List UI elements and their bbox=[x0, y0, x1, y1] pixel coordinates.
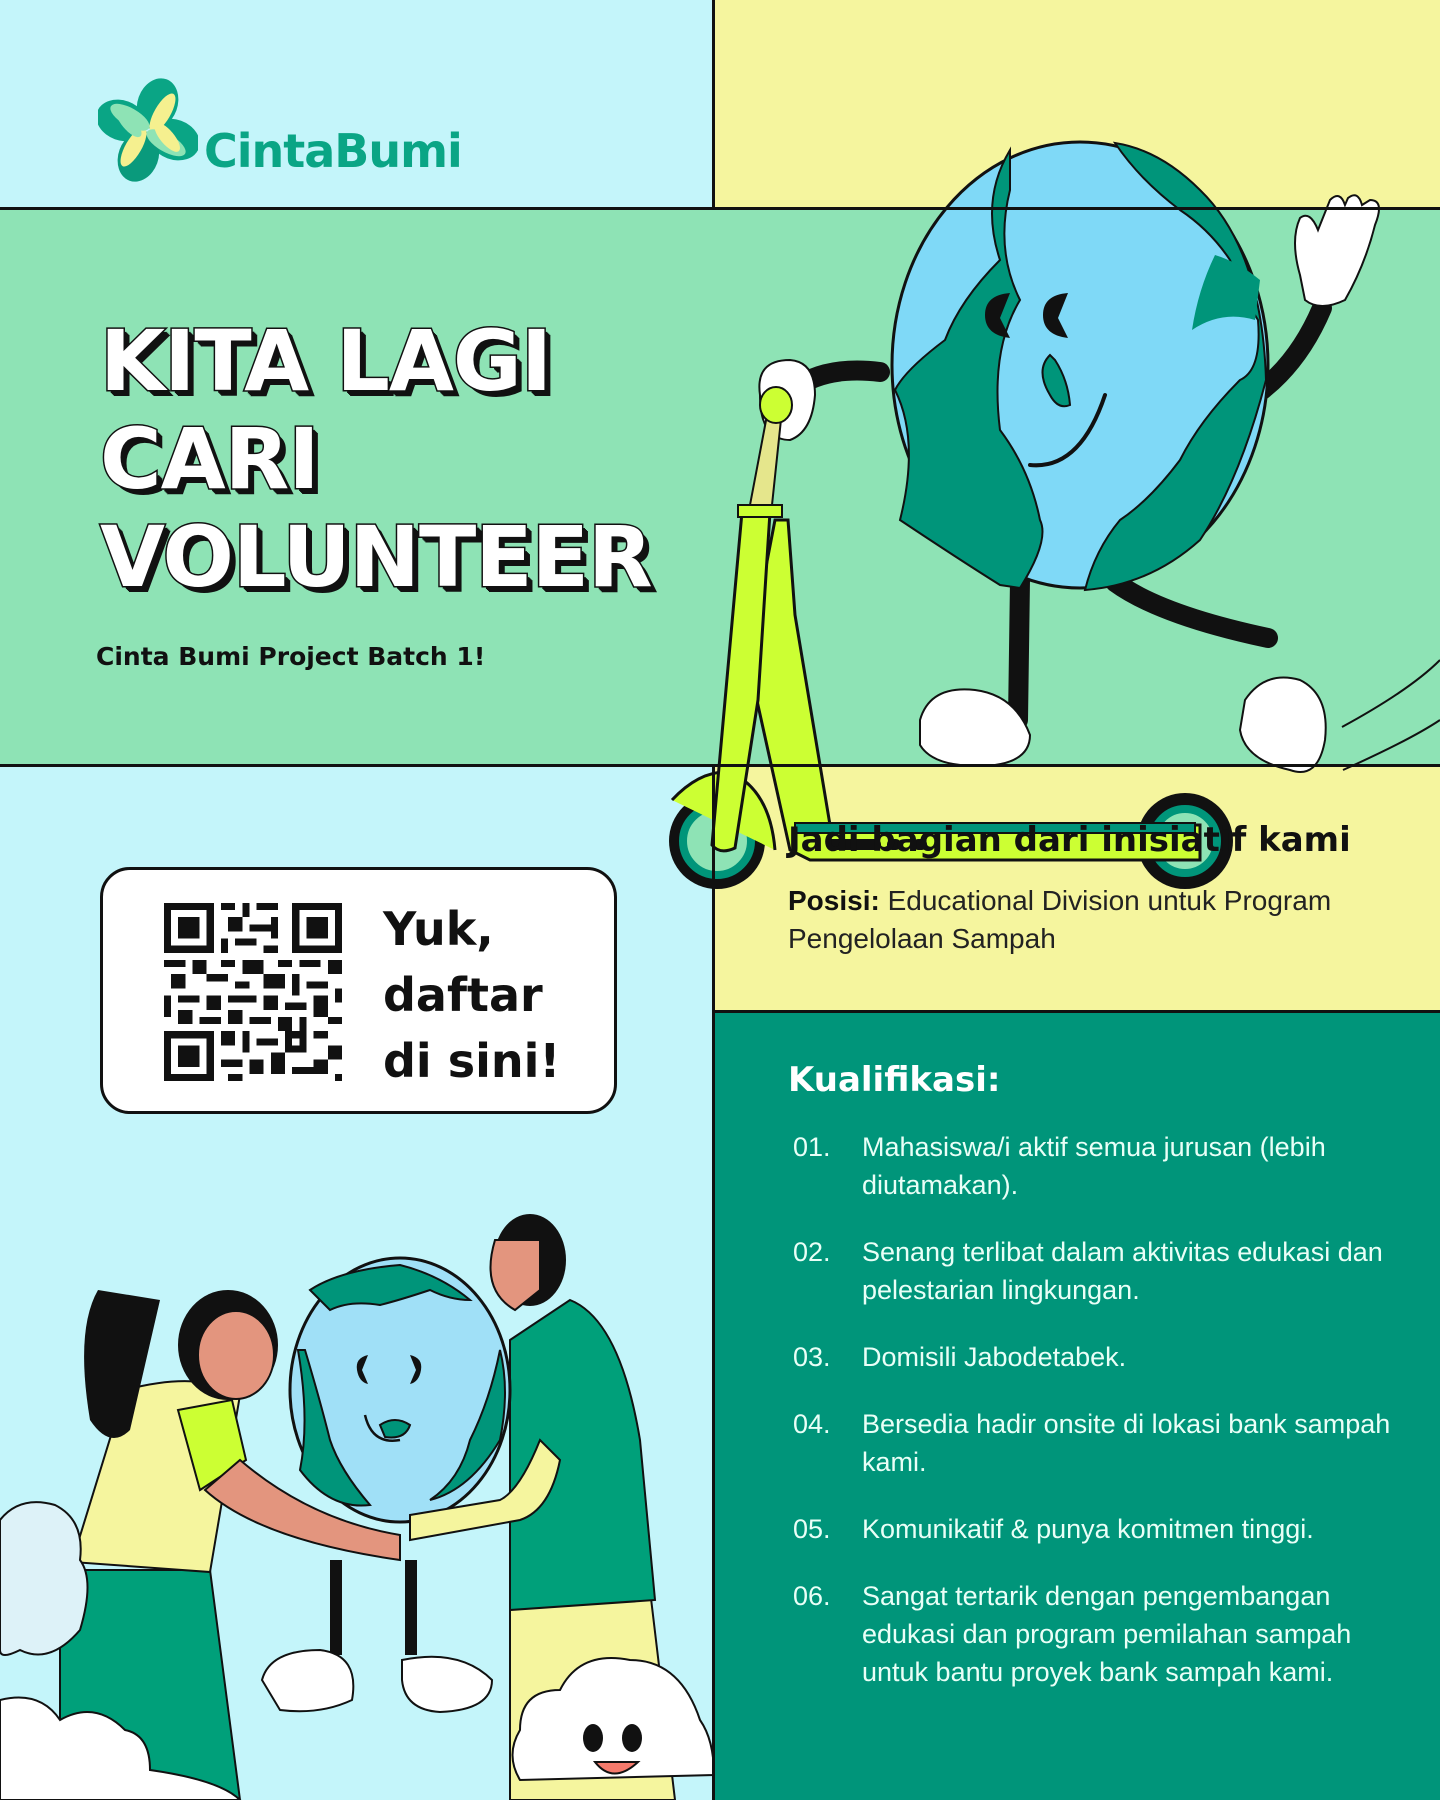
qualifications-heading: Kualifikasi: bbox=[788, 1060, 1001, 1100]
hero-subtitle: Cinta Bumi Project Batch 1! bbox=[96, 642, 486, 671]
qualification-text: Domisili Jabodetabek. bbox=[862, 1342, 1127, 1372]
qualification-item bbox=[793, 1128, 1393, 1204]
hero-title-line: KITA LAGI bbox=[100, 312, 552, 410]
qualification-number: 04. bbox=[793, 1409, 831, 1439]
hero-title bbox=[100, 312, 652, 606]
brand-name: CintaBumi bbox=[204, 124, 462, 178]
qualification-number: 01. bbox=[793, 1132, 831, 1162]
divider bbox=[0, 764, 1440, 767]
qr-cta-text bbox=[383, 896, 560, 1094]
flower-clover-icon bbox=[98, 78, 198, 182]
divider bbox=[712, 0, 715, 209]
qr-cta-line: di sini! bbox=[383, 1034, 561, 1088]
qualifications-list bbox=[793, 1128, 1393, 1720]
qualification-item bbox=[793, 1405, 1393, 1481]
people-hugging-earth-illustration bbox=[0, 1180, 714, 1800]
position-heading: Jadi bagian dari inisiatif kami bbox=[788, 820, 1351, 860]
hero-title-line: VOLUNTEER bbox=[100, 508, 652, 606]
qr-code-icon[interactable] bbox=[164, 903, 342, 1081]
qualification-number: 05. bbox=[793, 1514, 831, 1544]
qualification-item bbox=[793, 1233, 1393, 1309]
qualification-item bbox=[793, 1510, 1393, 1548]
position-label: Posisi: bbox=[788, 885, 880, 916]
qualification-text: Bersedia hadir onsite di lokasi bank sampah kami. bbox=[862, 1409, 1391, 1477]
position-value: Educational Division untuk Program Pengelolaan Sampah bbox=[788, 885, 1332, 954]
divider bbox=[712, 764, 715, 1800]
qr-cta-line: daftar bbox=[383, 968, 543, 1022]
qr-cta-line: Yuk, bbox=[383, 902, 494, 956]
brand-logo[interactable] bbox=[98, 78, 462, 182]
qualification-text: Komunikatif & punya komitmen tinggi. bbox=[862, 1514, 1314, 1544]
position-description bbox=[788, 882, 1348, 958]
divider bbox=[0, 207, 1440, 210]
divider bbox=[714, 1010, 1440, 1013]
qr-register-card[interactable] bbox=[100, 867, 617, 1114]
qualification-item bbox=[793, 1338, 1393, 1376]
qualification-number: 02. bbox=[793, 1237, 831, 1267]
qualification-number: 06. bbox=[793, 1581, 831, 1611]
qualification-number: 03. bbox=[793, 1342, 831, 1372]
earth-scooter-illustration bbox=[640, 150, 1440, 770]
qualification-text: Senang terlibat dalam aktivitas edukasi dan pelestarian lingkungan. bbox=[862, 1237, 1383, 1305]
qualification-item bbox=[793, 1577, 1393, 1691]
qualification-text: Sangat tertarik dengan pengembangan edukasi dan program pemilahan sampah untuk bantu proyek bank sampah kami. bbox=[862, 1581, 1352, 1687]
hero-title-line: CARI bbox=[100, 410, 319, 508]
qualification-text: Mahasiswa/i aktif semua jurusan (lebih diutamakan). bbox=[862, 1132, 1326, 1200]
